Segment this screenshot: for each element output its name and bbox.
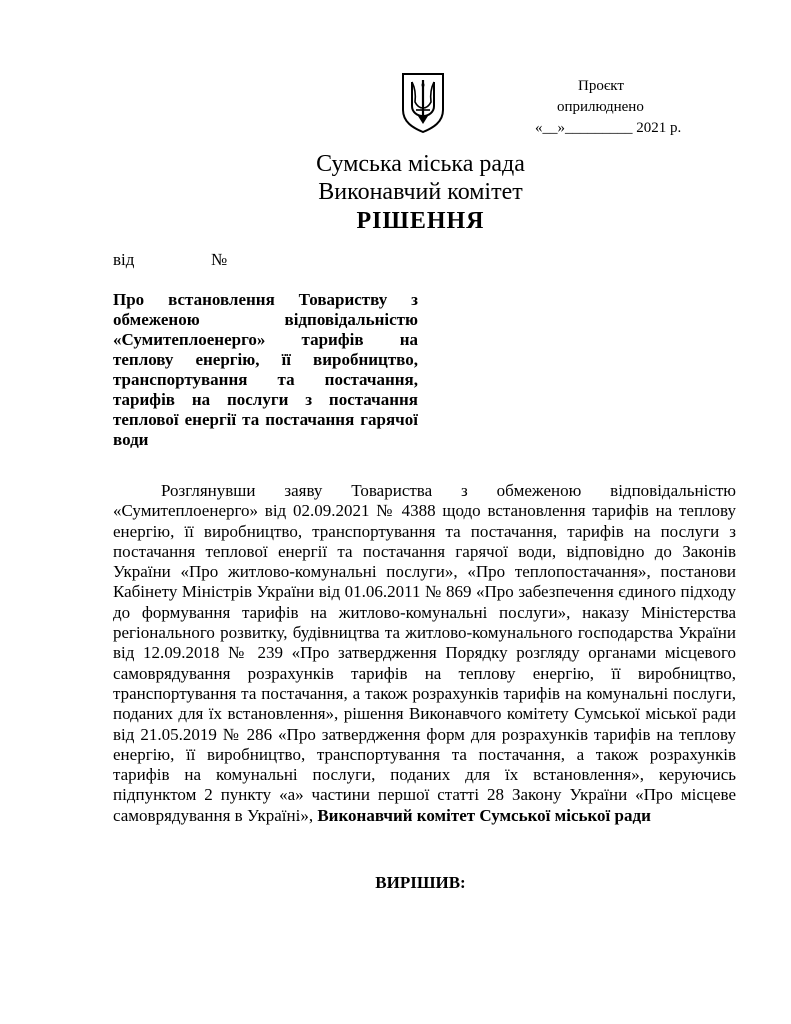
draft-note bbox=[520, 76, 720, 139]
committee-name: Виконавчий комітет bbox=[318, 179, 523, 205]
coat-of-arms-icon bbox=[400, 72, 446, 134]
preamble-text: Розглянувши заяву Товариства з обмеженою відповідальністю «Сумитеплоенерго» від 02.09.2021 № 4388 щодо встановлення тарифів на теплову енергію, її виробництво, транспортування та постачання, тарифів на послуги з постачання теплової енергії та постачання гарячої води, відповідно до Законів України «Про житлово-комунальні послуги», «Про теплопостачання», постанови Кабінету Міністрів України від 01.06.2011 № 869 «Про забезпечення єдиного підходу до формування тарифів на житлово-комунальні послуги», наказу Міністерства регіонального розвитку, будівництва та житлово-комунального господарства України від 12.09.2018 № 239 «Про затвердження Порядку розгляду органами місцевого самоврядування розрахунків тарифів на теплову енергію, її виробництво, транспортування та постачання, а також розрахунків тарифів на комунальні послуги, поданих для їх встановлення», рішення Виконавчого комітету Сумської міської ради від 21.05.2019 № 286 «Про затвердження форм для розрахунків тарифів на теплову енергію, її виробництво, транспортування та постачання, а також розрахунків тарифів на комунальні послуги, поданих для їх встановлення», керуючись підпунктом 2 пункту «а» частини першої статті 28 Закону України «Про місцеве самоврядування в Україні», bbox=[113, 481, 736, 825]
preamble-paragraph bbox=[113, 481, 736, 826]
draft-label: Проєкт bbox=[578, 78, 624, 94]
number-label: № bbox=[211, 250, 228, 269]
published-label: оприлюднено bbox=[557, 99, 644, 115]
decision-subject: Про встановлення Товариству з обмеженою відповідальністю «Сумитеплоенерго» тарифів на теплову енергію, її виробництво, транспортування та постачання, тарифів на послуги з постачання теплової енергії та постачання гарячої води bbox=[113, 290, 418, 449]
published-date: «__»_________ 2021 р. bbox=[535, 120, 682, 136]
document-title: РІШЕННЯ bbox=[356, 208, 485, 234]
council-name: Сумська міська рада bbox=[316, 151, 525, 177]
resolved-heading: ВИРІШИВ: bbox=[375, 873, 466, 892]
date-label: від bbox=[113, 250, 135, 269]
document-header bbox=[0, 150, 791, 236]
preamble-bold-tail: Виконавчий комітет Сумської міської ради bbox=[317, 805, 651, 825]
date-number-line bbox=[113, 250, 228, 270]
